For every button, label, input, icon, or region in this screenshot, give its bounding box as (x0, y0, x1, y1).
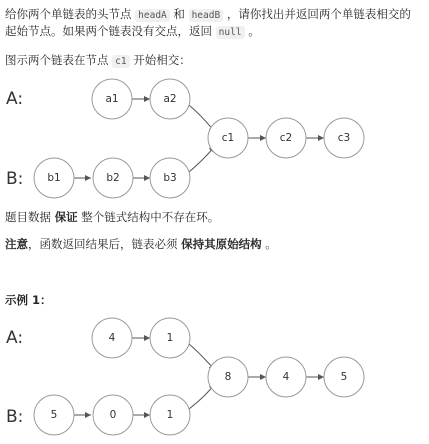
node-ex-b-0 (34, 395, 74, 435)
node-ex-b-1 (93, 395, 133, 435)
node-c2 (266, 118, 306, 158)
diagram-1 (0, 75, 429, 200)
node-ex-b-2-label: 1 (166, 409, 174, 421)
node-a1 (92, 79, 132, 119)
node-b1 (34, 158, 74, 198)
diagram1-label-b: B: (6, 169, 24, 189)
node-ex-c-1 (266, 357, 306, 397)
node-ex-c-2-label: 5 (340, 371, 348, 383)
caption-prefix: 图示两个链表在节点 (5, 53, 113, 67)
caption-suffix: 开始相交： (129, 53, 191, 67)
diagram-2 (0, 316, 429, 442)
intro-text-3: ，请你找出并返回两个单链表相交的 (223, 7, 411, 21)
node-c2-label: c2 (279, 132, 293, 144)
note1-suffix: 整个链式结构中不存在环。 (77, 210, 220, 224)
code-headB: headB (189, 9, 224, 22)
node-ex-c-0 (208, 357, 248, 397)
note2-suffix: 。 (261, 237, 277, 251)
diagram2-label-b: B: (6, 407, 24, 427)
node-ex-b-2 (150, 395, 190, 435)
node-ex-a-0-label: 4 (108, 332, 116, 344)
intro-line-2 (5, 23, 260, 41)
example1-heading-text: 示例 1： (5, 293, 52, 307)
diagram1-label-a: A: (6, 89, 24, 109)
node-b2 (93, 158, 133, 198)
node-a2 (150, 79, 190, 119)
intro-text-1: 给你两个单链表的头节点 (5, 7, 136, 21)
code-null: null (216, 26, 245, 39)
figure-caption (5, 52, 191, 70)
node-ex-c-0-label: 8 (224, 371, 232, 383)
node-c1 (208, 118, 248, 158)
example-1-heading (5, 292, 52, 308)
node-b1-label: b1 (47, 172, 61, 184)
node-b2-label: b2 (106, 172, 120, 184)
node-ex-b-0-label: 5 (50, 409, 58, 421)
note-no-cycle (5, 209, 219, 225)
intro-text-5: 。 (244, 24, 260, 38)
intro-text-4: 起始节点。如果两个链表没有交点，返回 (5, 24, 216, 38)
note1-bold: 保证 (54, 210, 78, 224)
note-keep-structure (5, 236, 277, 252)
node-ex-a-1 (150, 318, 190, 358)
node-a2-label: a2 (163, 93, 177, 105)
node-ex-a-0 (92, 318, 132, 358)
node-c3-label: c3 (337, 132, 351, 144)
note2-middle: ，函数返回结果后，链表必须 (28, 237, 182, 251)
node-ex-c-2 (324, 357, 364, 397)
node-c1-label: c1 (221, 132, 235, 144)
note1-prefix: 题目数据 (5, 210, 55, 224)
node-ex-c-1-label: 4 (282, 371, 290, 383)
diagram2-label-a: A: (6, 328, 24, 348)
node-b3-label: b3 (163, 172, 177, 184)
node-b3 (150, 158, 190, 198)
intro-text-2: 和 (169, 7, 189, 21)
node-ex-b-1-label: 0 (109, 409, 117, 421)
node-a1-label: a1 (105, 93, 119, 105)
note2-bold-2: 保持其原始结构 (181, 237, 262, 251)
intro-line-1 (5, 6, 411, 24)
node-c3 (324, 118, 364, 158)
edge-b3-c1 (189, 146, 215, 172)
note2-bold-1: 注意 (5, 237, 28, 251)
code-c1: c1 (112, 55, 129, 68)
code-headA: headA (135, 9, 170, 22)
node-ex-a-1-label: 1 (166, 332, 174, 344)
